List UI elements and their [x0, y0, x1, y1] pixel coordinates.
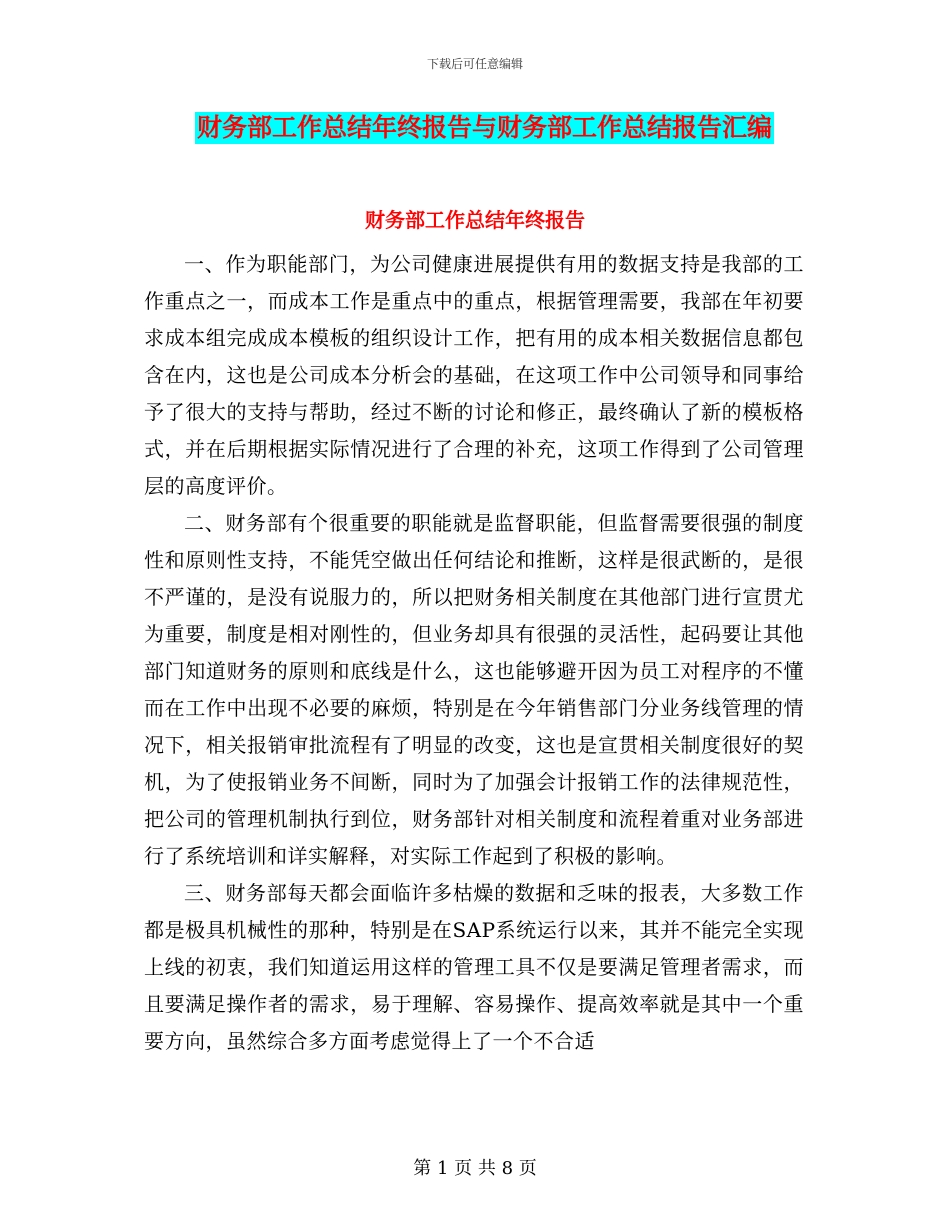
paragraph-2: 二、财务部有个很重要的职能就是监督职能，但监督需要很强的制度性和原则性支持，不能凭空做出任何结论和推断，这样是很武断的，是很不严谨的，是没有说服力的，所以把财务相关制度在其他部门进行宣贯尤为重要，制度是相对刚性的，但业务却具有很强的灵活性，起码要让其他部门知道财务的原则和底线是什么，这也能够避开因为员工对程序的不懂而在工作中出现不必要的麻烦，特别是在今年销售部门分业务线管理的情况下，相关报销审批流程有了明显的改变，这也是宣贯相关制度很好的契机，为了使报销业务不间断，同时为了加强会计报销工作的法律规范性，把公司的管理机制执行到位，财务部针对相关制度和流程着重对业务部进行了系统培训和详实解释，对实际工作起到了积极的影响。: [144, 511, 804, 868]
paragraph-1: 一、作为职能部门，为公司健康进展提供有用的数据支持是我部的工作重点之一，而成本工作是重点中的重点，根据管理需要，我部在年初要求成本组完成成本模板的组织设计工作，把有用的成本相关数据信息都包含在内，这也是公司成本分析会的基础，在这项工作中公司领导和同事给予了很大的支持与帮助，经过不断的讨论和修正，最终确认了新的模板格式，并在后期根据实际情况进行了合理的补充，这项工作得到了公司管理层的高度评价。: [144, 252, 804, 498]
section-title: 财务部工作总结年终报告: [365, 208, 585, 232]
document-body: [144, 246, 804, 1060]
paragraph-3: 三、财务部每天都会面临许多枯燥的数据和乏味的报表，大多数工作都是极具机械性的那种，特别是在SAP系统运行以来，其并不能完全实现上线的初衷，我们知道运用这样的管理工具不仅是要满足管理者需求，而且要满足操作者的需求，易于理解、容易操作、提高效率就是其中一个重要方向，虽然综合多方面考虑觉得上了一个不合适: [144, 881, 804, 1053]
page-footer: 第 1 页 共 8 页: [413, 1158, 537, 1179]
header-note: 下载后可任意编辑: [426, 57, 523, 71]
document-main-title: 财务部工作总结年终报告与财务部工作总结报告汇编: [197, 113, 773, 142]
